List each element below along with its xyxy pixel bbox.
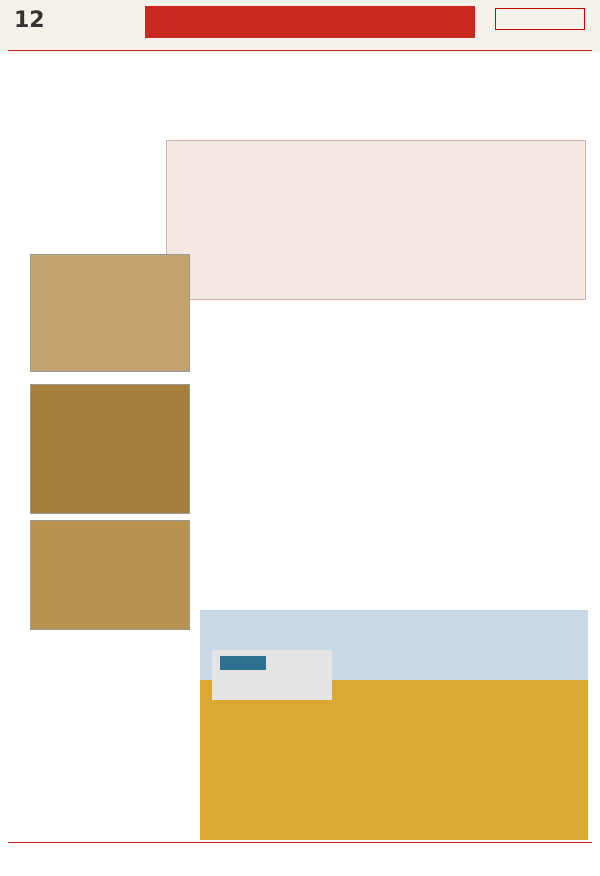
body-column-1 [200, 312, 290, 612]
body-column-4 [488, 312, 588, 612]
body-column-3 [392, 312, 482, 612]
masthead [0, 0, 600, 52]
campaign-banner [145, 6, 475, 38]
bank-sign [220, 656, 266, 670]
footer-imprint [0, 844, 600, 876]
footer-rule [8, 842, 592, 843]
photo-1 [30, 254, 190, 372]
panel-stats-right [459, 151, 579, 291]
panel-stats-middle [307, 151, 447, 291]
data-panel [166, 140, 586, 300]
body-column-2 [296, 312, 386, 612]
newspaper-logo [495, 8, 585, 30]
photo-3 [30, 520, 190, 630]
panel-stats-left [175, 173, 295, 293]
wheat-field-photo [200, 610, 588, 840]
page-number: 12 [14, 8, 45, 33]
photo-2 [30, 384, 190, 514]
masthead-rule [8, 50, 592, 51]
lead-paragraph [34, 142, 162, 242]
